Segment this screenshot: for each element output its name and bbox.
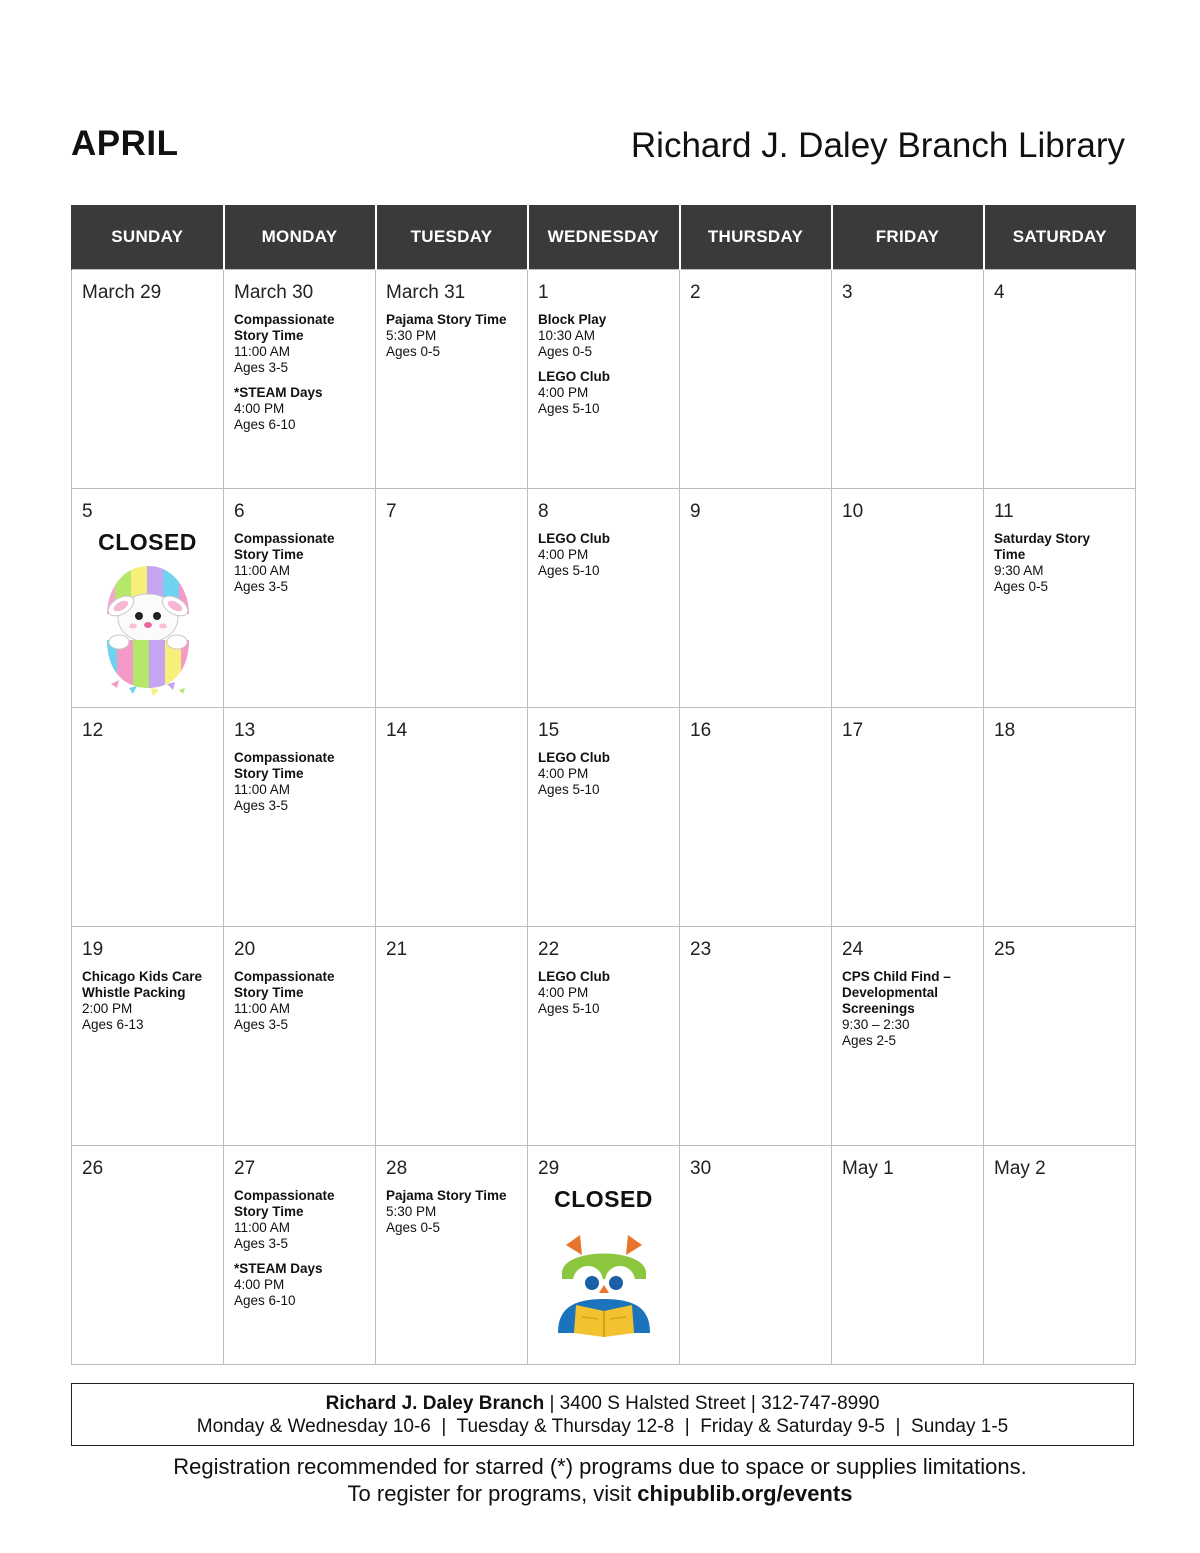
- easter-bunny-egg-icon: [93, 562, 203, 698]
- closed-label: CLOSED: [98, 529, 197, 555]
- event-ages: Ages 3-5: [234, 579, 289, 594]
- day-cell: [376, 708, 528, 927]
- event-name: Compassionate Story Time: [234, 1188, 335, 1219]
- day-number: 19: [82, 939, 104, 960]
- day-cell-content: [528, 927, 679, 1017]
- day-cell: [832, 1146, 984, 1365]
- registration-note: [0, 1453, 1200, 1507]
- branch-hours: Monday & Wednesday 10-6 | Tuesday & Thursday 12-8 | Friday & Saturday 9-5 | Sunday 1-5: [196, 1416, 1009, 1437]
- event-time: 9:30 – 2:30: [842, 1017, 910, 1032]
- event-name: Saturday Story Time: [994, 531, 1091, 562]
- holiday-illustration: [552, 1233, 656, 1342]
- weekday-header-row: [72, 205, 1136, 270]
- day-cell: [224, 1146, 376, 1365]
- day-cell: [224, 270, 376, 489]
- day-cell-content: [984, 270, 1135, 304]
- day-number: 28: [386, 1158, 408, 1179]
- day-cell-content: [376, 927, 527, 961]
- day-cell-content: [984, 1146, 1135, 1180]
- event-time: 4:00 PM: [538, 985, 589, 1000]
- event-item[interactable]: [538, 969, 669, 1017]
- event-item[interactable]: [538, 750, 669, 798]
- day-cell: [680, 1146, 832, 1365]
- day-cell-content: [984, 708, 1135, 742]
- day-number: 6: [234, 501, 245, 522]
- event-item[interactable]: [234, 969, 365, 1033]
- day-cell-content: [224, 1146, 375, 1309]
- event-ages: Ages 6-13: [82, 1017, 144, 1032]
- day-number: 8: [538, 501, 549, 522]
- event-name: Compassionate Story Time: [234, 312, 335, 343]
- weekday-header: TUESDAY: [376, 205, 528, 270]
- event-item[interactable]: [842, 969, 973, 1049]
- branch-info-box: [71, 1383, 1134, 1446]
- day-cell-content: [72, 270, 223, 304]
- day-cell-content: [72, 927, 223, 1033]
- day-cell: [376, 270, 528, 489]
- day-cell: [680, 489, 832, 708]
- event-ages: Ages 3-5: [234, 360, 289, 375]
- event-ages: Ages 2-5: [842, 1033, 897, 1048]
- day-cell: [984, 489, 1136, 708]
- month-title: APRIL: [71, 124, 179, 163]
- day-cell-content: [224, 270, 375, 433]
- event-item[interactable]: [538, 369, 669, 417]
- day-number: 5: [82, 501, 93, 522]
- weekday-header: WEDNESDAY: [528, 205, 680, 270]
- day-cell-content: [680, 270, 831, 304]
- day-cell-content: [72, 1146, 223, 1180]
- weekday-header: MONDAY: [224, 205, 376, 270]
- event-time: 11:00 AM: [234, 344, 291, 359]
- day-number: 16: [690, 720, 712, 741]
- day-cell-content: [832, 489, 983, 523]
- register-prefix: To register for programs, visit: [347, 1481, 638, 1506]
- day-number: 24: [842, 939, 864, 960]
- day-cell-content: [376, 708, 527, 742]
- calendar-grid: [71, 205, 1136, 1365]
- day-number: 11: [994, 501, 1014, 522]
- event-name: Block Play: [538, 312, 607, 327]
- event-name: *STEAM Days: [234, 1261, 323, 1276]
- day-cell: [224, 927, 376, 1146]
- week-row: [72, 927, 1136, 1146]
- event-name: LEGO Club: [538, 969, 610, 984]
- day-cell-content: [528, 708, 679, 798]
- day-cell: [72, 1146, 224, 1365]
- day-cell-content: [376, 489, 527, 523]
- day-cell-content: [984, 927, 1135, 961]
- day-number: 14: [386, 720, 408, 741]
- event-name: Chicago Kids Care Whistle Packing: [82, 969, 203, 1000]
- day-number: May 1: [842, 1158, 894, 1179]
- day-number: 10: [842, 501, 864, 522]
- event-ages: Ages 0-5: [538, 344, 593, 359]
- event-time: 5:30 PM: [386, 1204, 437, 1219]
- day-cell: [680, 270, 832, 489]
- day-cell-content: [528, 1146, 679, 1342]
- day-number: 26: [82, 1158, 104, 1179]
- event-ages: Ages 6-10: [234, 417, 296, 432]
- day-number: 27: [234, 1158, 256, 1179]
- event-item[interactable]: [386, 312, 517, 360]
- event-time: 10:30 AM: [538, 328, 596, 343]
- day-number: 4: [994, 282, 1005, 303]
- day-cell: [832, 270, 984, 489]
- day-cell: [72, 489, 224, 708]
- event-ages: Ages 3-5: [234, 1236, 289, 1251]
- day-cell-content: [528, 270, 679, 417]
- day-cell-content: [72, 489, 223, 703]
- event-ages: Ages 3-5: [234, 1017, 289, 1032]
- day-cell-content: [224, 489, 375, 595]
- day-number: 2: [690, 282, 701, 303]
- event-ages: Ages 6-10: [234, 1293, 296, 1308]
- event-name: Pajama Story Time: [386, 1188, 507, 1203]
- registration-note-line1: Registration recommended for starred (*) programs due to space or supplies limitations.: [173, 1454, 1027, 1479]
- day-cell-content: [832, 1146, 983, 1180]
- event-time: 9:30 AM: [994, 563, 1044, 578]
- day-number: 1: [538, 282, 549, 303]
- day-cell: [680, 708, 832, 927]
- day-number: 29: [538, 1158, 560, 1179]
- day-cell-content: [376, 1146, 527, 1236]
- weekday-header: SUNDAY: [72, 205, 224, 270]
- day-number: March 30: [234, 282, 314, 303]
- day-cell: [832, 927, 984, 1146]
- weekday-header: SATURDAY: [984, 205, 1136, 270]
- event-time: 11:00 AM: [234, 563, 291, 578]
- event-name: LEGO Club: [538, 369, 610, 384]
- event-name: LEGO Club: [538, 750, 610, 765]
- event-item[interactable]: [538, 531, 669, 579]
- day-cell-content: [680, 708, 831, 742]
- event-item[interactable]: [538, 312, 669, 360]
- event-time: 5:30 PM: [386, 328, 437, 343]
- event-ages: Ages 3-5: [234, 798, 289, 813]
- week-row: [72, 708, 1136, 927]
- day-number: 20: [234, 939, 256, 960]
- event-time: 4:00 PM: [234, 401, 285, 416]
- day-number: 12: [82, 720, 104, 741]
- event-ages: Ages 0-5: [386, 1220, 441, 1235]
- day-cell: [72, 708, 224, 927]
- day-number: 23: [690, 939, 712, 960]
- event-time: 4:00 PM: [538, 547, 589, 562]
- reading-owl-icon: [552, 1233, 656, 1337]
- day-cell: [528, 270, 680, 489]
- day-number: March 29: [82, 282, 162, 303]
- week-row: [72, 270, 1136, 489]
- day-cell: [528, 1146, 680, 1365]
- day-cell: [984, 927, 1136, 1146]
- event-ages: Ages 0-5: [994, 579, 1049, 594]
- event-name: Pajama Story Time: [386, 312, 507, 327]
- event-time: 4:00 PM: [538, 766, 589, 781]
- day-number: 25: [994, 939, 1016, 960]
- day-cell-content: [224, 708, 375, 814]
- day-cell-content: [832, 270, 983, 304]
- event-item[interactable]: [234, 1188, 365, 1252]
- day-cell-content: [376, 270, 527, 360]
- registration-note-line2: [0, 1480, 1200, 1507]
- event-ages: Ages 5-10: [538, 563, 600, 578]
- day-number: 21: [386, 939, 408, 960]
- event-time: 11:00 AM: [234, 1220, 291, 1235]
- day-cell: [224, 708, 376, 927]
- branch-address-phone: | 3400 S Halsted Street | 312-747-8990: [544, 1393, 880, 1414]
- holiday-illustration: [93, 562, 203, 703]
- event-time: 11:00 AM: [234, 782, 291, 797]
- day-cell: [832, 708, 984, 927]
- day-cell: [376, 927, 528, 1146]
- event-time: 11:00 AM: [234, 1001, 291, 1016]
- day-number: 30: [690, 1158, 712, 1179]
- event-name: LEGO Club: [538, 531, 610, 546]
- day-number: May 2: [994, 1158, 1046, 1179]
- day-cell: [984, 270, 1136, 489]
- event-ages: Ages 5-10: [538, 1001, 600, 1016]
- day-number: 7: [386, 501, 397, 522]
- day-number: 13: [234, 720, 256, 741]
- day-cell: [528, 708, 680, 927]
- event-item[interactable]: [234, 312, 365, 376]
- day-number: 18: [994, 720, 1016, 741]
- weekday-header: THURSDAY: [680, 205, 832, 270]
- event-name: Compassionate Story Time: [234, 531, 335, 562]
- day-number: 17: [842, 720, 864, 741]
- day-cell: [528, 927, 680, 1146]
- day-cell-content: [224, 927, 375, 1033]
- event-name: *STEAM Days: [234, 385, 323, 400]
- day-cell: [72, 270, 224, 489]
- day-number: 3: [842, 282, 853, 303]
- event-item[interactable]: [234, 1261, 365, 1309]
- event-item[interactable]: [234, 531, 365, 595]
- day-cell: [376, 1146, 528, 1365]
- day-cell-content: [832, 927, 983, 1049]
- events-link[interactable]: chipublib.org/events: [637, 1481, 853, 1506]
- day-number: March 31: [386, 282, 466, 303]
- day-cell-content: [680, 1146, 831, 1180]
- event-time: 4:00 PM: [234, 1277, 285, 1292]
- event-ages: Ages 5-10: [538, 782, 600, 797]
- day-number: 9: [690, 501, 701, 522]
- event-item[interactable]: [994, 531, 1125, 595]
- day-cell-content: [832, 708, 983, 742]
- event-time: 2:00 PM: [82, 1001, 133, 1016]
- event-ages: Ages 5-10: [538, 401, 600, 416]
- event-item[interactable]: [82, 969, 213, 1033]
- day-cell: [528, 489, 680, 708]
- closed-label: CLOSED: [554, 1186, 653, 1212]
- event-name: Compassionate Story Time: [234, 969, 335, 1000]
- branch-address-line: [72, 1392, 1133, 1415]
- day-cell-content: [680, 489, 831, 523]
- event-time: 4:00 PM: [538, 385, 589, 400]
- day-cell-content: [72, 708, 223, 742]
- day-cell: [984, 1146, 1136, 1365]
- day-cell: [224, 489, 376, 708]
- event-ages: Ages 0-5: [386, 344, 441, 359]
- day-cell-content: [984, 489, 1135, 595]
- event-name: CPS Child Find – Developmental Screenings: [842, 969, 951, 1016]
- day-cell-content: [528, 489, 679, 579]
- week-row: [72, 1146, 1136, 1365]
- event-item[interactable]: [234, 750, 365, 814]
- day-cell: [832, 489, 984, 708]
- week-row: [72, 489, 1136, 708]
- weekday-header: FRIDAY: [832, 205, 984, 270]
- day-cell: [680, 927, 832, 1146]
- day-number: 22: [538, 939, 560, 960]
- library-name: Richard J. Daley Branch Library: [630, 126, 1125, 165]
- event-item[interactable]: [234, 385, 365, 433]
- day-cell-content: [680, 927, 831, 961]
- day-cell: [984, 708, 1136, 927]
- branch-name: Richard J. Daley Branch: [325, 1393, 545, 1414]
- event-item[interactable]: [386, 1188, 517, 1236]
- day-cell: [376, 489, 528, 708]
- day-number: 15: [538, 720, 560, 741]
- event-name: Compassionate Story Time: [234, 750, 335, 781]
- day-cell: [72, 927, 224, 1146]
